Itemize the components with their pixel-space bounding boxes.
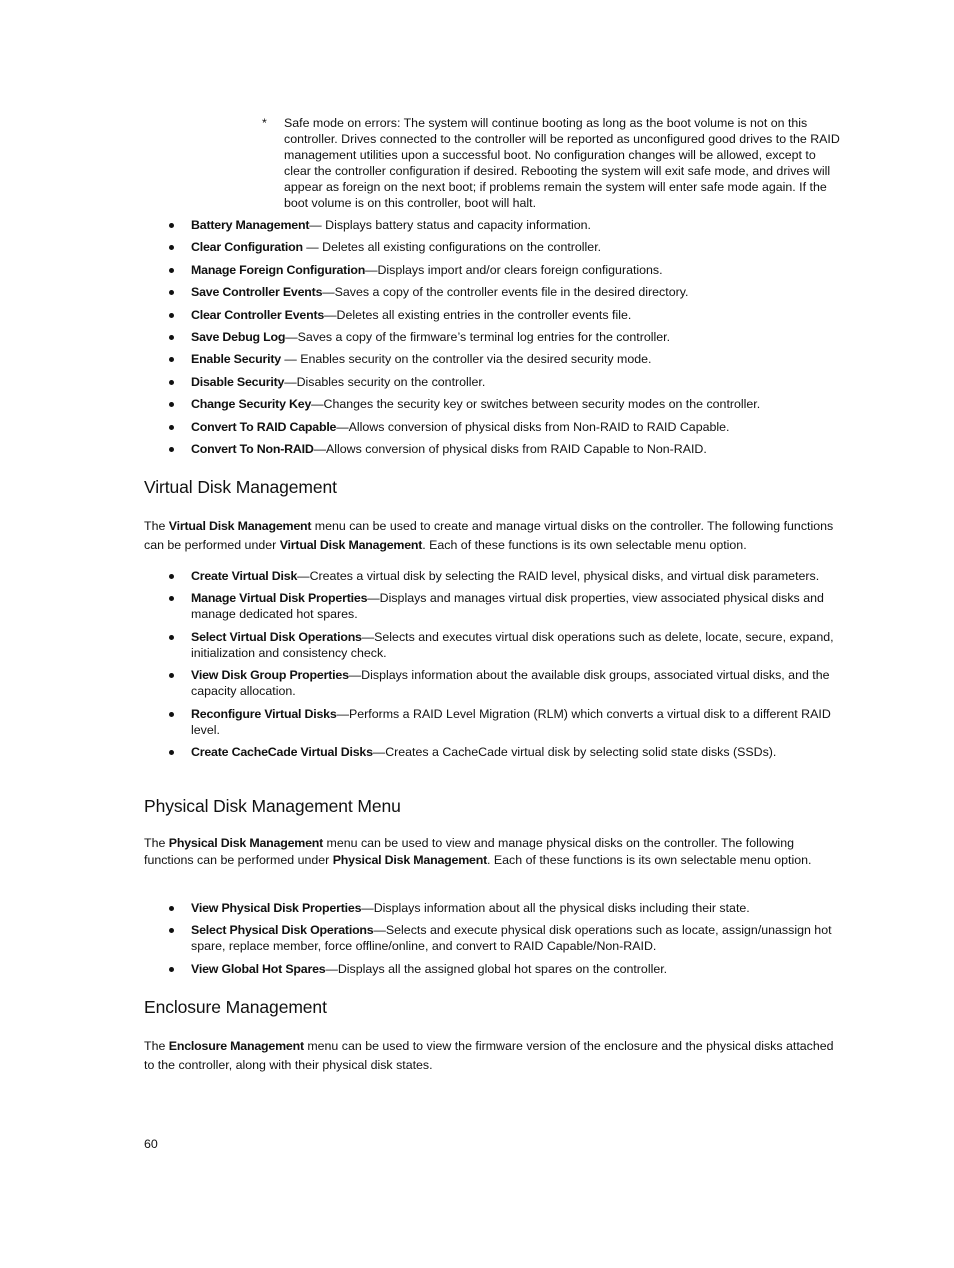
item-desc: — Enables security on the controller via the desired security mode. <box>280 352 652 367</box>
item-desc: —Deletes all existing entries in the controller events file. <box>324 307 632 322</box>
item-term: Save Controller Events <box>191 285 323 300</box>
controller-options-list <box>168 217 843 457</box>
list-item <box>168 706 843 738</box>
list-item <box>168 351 843 367</box>
item-desc: —Creates a virtual disk by selecting the RAID level, physical disks, and virtual disk parameters. <box>297 569 820 583</box>
item-desc: —Disables security on the controller. <box>284 374 486 389</box>
list-item <box>168 307 843 323</box>
text-run: The <box>144 1039 169 1053</box>
safe-mode-text: Safe mode on errors: The system will continue booting as long as the boot volume is not on this controller. Drives connected to the controller will be reported as unconfigured good drives to the RAID management utilities upon a successful boot. No configuration changes will be allowed, except to clear the controller configuration if desired. Rebooting the system will exit safe mode, and drives will appear as foreign on the next boot; if problems remain the system will enter safe mode again. If the boot volume is on this controller, boot will halt. <box>284 116 840 210</box>
list-item <box>168 667 843 699</box>
bold-term: Virtual Disk Management <box>168 519 312 533</box>
list-item <box>168 568 843 584</box>
item-desc: —Allows conversion of physical disks from RAID Capable to Non-RAID. <box>313 441 707 456</box>
item-term: Convert To RAID Capable <box>191 419 337 434</box>
item-desc: —Displays information about all the physical disks including their state. <box>361 901 750 915</box>
physical-disk-options-list <box>168 900 843 977</box>
text-run: menu can be used to view the firmware version of the enclosure and the physical disks attached to the controller, along with their physical disk states. <box>144 1039 834 1072</box>
page-number: 60 <box>144 1137 158 1151</box>
item-term: Manage Foreign Configuration <box>191 262 366 277</box>
bold-term: Enclosure Management <box>168 1039 304 1053</box>
safe-mode-subitem <box>262 115 842 211</box>
virtual-disk-options-list <box>168 568 843 760</box>
item-term: Reconfigure Virtual Disks <box>191 706 337 721</box>
bold-term: Physical Disk Management <box>332 853 488 867</box>
item-term: Select Physical Disk Operations <box>191 923 374 938</box>
list-item <box>168 744 843 760</box>
item-desc: — Displays battery status and capacity information. <box>309 218 591 232</box>
list-item <box>168 629 843 661</box>
item-desc: —Selects and executes virtual disk operations such as delete, locate, secure, expand, initialization and consistency check. <box>191 629 834 660</box>
list-item <box>168 900 843 916</box>
vdm-intro-paragraph <box>144 517 844 555</box>
item-term: Convert To Non-RAID <box>191 441 314 456</box>
item-term: View Disk Group Properties <box>191 668 349 683</box>
list-item <box>168 961 843 977</box>
item-desc: —Displays import and/or clears foreign configurations. <box>365 262 663 277</box>
bold-term: Virtual Disk Management <box>279 538 423 552</box>
list-item <box>168 419 843 435</box>
item-term: View Global Hot Spares <box>191 961 326 976</box>
text-run: . Each of these functions is its own selectable menu option. <box>422 538 747 552</box>
item-term: Disable Security <box>191 374 285 389</box>
pdm-intro-paragraph <box>144 835 844 869</box>
item-term: Manage Virtual Disk Properties <box>191 591 368 606</box>
list-item <box>168 262 843 278</box>
item-term: Save Debug Log <box>191 329 286 344</box>
item-term: Enable Security <box>191 352 281 367</box>
item-desc: —Displays all the assigned global hot spares on the controller. <box>325 961 668 976</box>
list-item <box>168 396 843 412</box>
item-desc: —Changes the security key or switches between security modes on the controller. <box>311 397 761 412</box>
text-run: menu can be used to create and manage virtual disks on the controller. The following functions can be performed under <box>144 519 834 552</box>
item-term: Clear Controller Events <box>191 307 325 322</box>
item-desc: —Displays information about the available disk groups, associated virtual disks, and the capacity allocation. <box>191 668 830 699</box>
list-item <box>168 374 843 390</box>
item-term: Create Virtual Disk <box>191 569 298 583</box>
list-item <box>168 441 843 457</box>
item-term: Change Security Key <box>191 397 312 412</box>
list-item <box>168 284 843 300</box>
item-desc: —Saves a copy of the controller events file in the desired directory. <box>322 285 689 300</box>
section-heading-virtual-disk-management: Virtual Disk Management <box>144 477 337 497</box>
item-desc: — Deletes all existing configurations on the controller. <box>302 240 602 255</box>
list-item <box>168 329 843 345</box>
text-run: The <box>144 836 169 850</box>
list-item <box>168 922 843 954</box>
section-heading-enclosure-management: Enclosure Management <box>144 997 327 1017</box>
item-desc: —Selects and execute physical disk operations such as locate, assign/unassign hot spare, replace member, force offline/online, and convert to RAID Capable/Non-RAID. <box>191 923 832 954</box>
em-intro-paragraph <box>144 1037 844 1075</box>
bold-term: Physical Disk Management <box>168 836 324 850</box>
item-term: View Physical Disk Properties <box>191 901 362 915</box>
item-term: Select Virtual Disk Operations <box>191 629 362 644</box>
item-desc: —Saves a copy of the firmware’s terminal log entries for the controller. <box>285 329 671 344</box>
asterisk-marker: * <box>262 116 267 130</box>
section-heading-physical-disk-management: Physical Disk Management Menu <box>144 796 401 816</box>
item-desc: —Displays and manages virtual disk properties, view associated physical disks and manage dedicated hot spares. <box>191 591 824 622</box>
item-term: Battery Management <box>191 218 310 232</box>
item-desc: —Performs a RAID Level Migration (RLM) which converts a virtual disk to a different RAID level. <box>191 706 831 737</box>
item-desc: —Creates a CacheCade virtual disk by selecting solid state disks (SSDs). <box>372 744 777 759</box>
list-item <box>168 217 843 233</box>
item-term: Create CacheCade Virtual Disks <box>191 744 373 759</box>
text-run: The <box>144 519 169 533</box>
item-term: Clear Configuration <box>191 240 303 255</box>
list-item <box>168 590 843 622</box>
item-desc: —Allows conversion of physical disks from Non-RAID to RAID Capable. <box>336 419 730 434</box>
list-item <box>168 239 843 255</box>
text-run: menu can be used to view and manage physical disks on the controller. The following functions can be performed under <box>144 836 794 867</box>
text-run: . Each of these functions is its own selectable menu option. <box>487 853 812 867</box>
